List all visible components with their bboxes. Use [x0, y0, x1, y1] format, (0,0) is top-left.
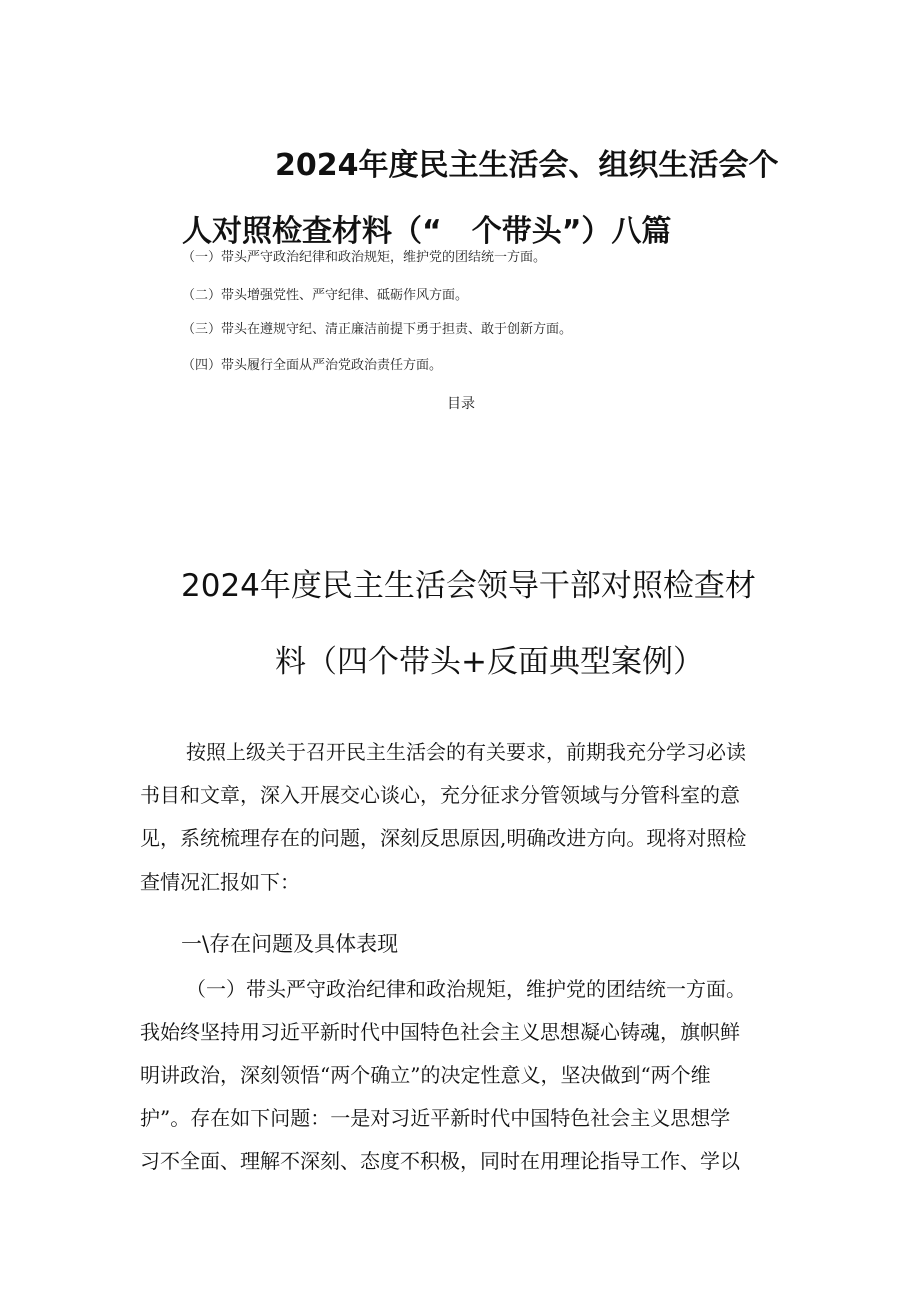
- document-title-line-2: 人对照检查材料（“ 个带头”）八篇: [182, 214, 672, 249]
- toc-item-2: （二）带头增强党性、严守纪律、砥砺作风方面。: [182, 288, 469, 303]
- intro-line-4: 查情况汇报如下：: [140, 870, 300, 894]
- intro-line-2: 书目和文章，深入开展交心谈心，充分征求分管领域与分管科室的意: [140, 783, 740, 807]
- toc-item-4: （四）带头履行全面从严治党政治责任方面。: [182, 358, 443, 373]
- section-line-4: 护”。存在如下问题：一是对习近平新时代中国特色社会主义思想学: [140, 1106, 731, 1130]
- section-line-5: 习不全面、理解不深刻、态度不积极，同时在用理论指导工作、学以: [140, 1149, 740, 1173]
- intro-line-1: 按照上级关于召开民主生活会的有关要求，前期我充分学习必读: [186, 740, 746, 764]
- section-line-3: 明讲政治，深刻领悟“两个确立”的决定性意义，坚决做到“两个维: [140, 1063, 711, 1087]
- toc-heading: 目录: [447, 396, 475, 412]
- intro-line-3: 见，系统梳理存在的问题，深刻反思原因,明确改进方向。现将对照检: [140, 826, 747, 850]
- section-line-2: 我始终坚持用习近平新时代中国特色社会主义思想凝心铸魂，旗帜鲜: [140, 1020, 740, 1044]
- section-line-1: （一）带头严守政治纪律和政治规矩，维护党的团结统一方面。: [186, 977, 746, 1001]
- toc-item-1: （一）带头严守政治纪律和政治规矩，维护党的团结统一方面。: [182, 250, 547, 265]
- article-title-line-2: 料（四个带头+反面典型案例）: [275, 644, 704, 680]
- document-title-line-1: 2024年度民主生活会、组织生活会个: [275, 148, 779, 183]
- section-heading: 一\存在问题及具体表现: [181, 932, 399, 956]
- article-title-line-1: 2024年度民主生活会领导干部对照检查材: [181, 568, 756, 604]
- toc-item-3: （三）带头在遵规守纪、清正廉洁前提下勇于担责、敢于创新方面。: [182, 322, 573, 337]
